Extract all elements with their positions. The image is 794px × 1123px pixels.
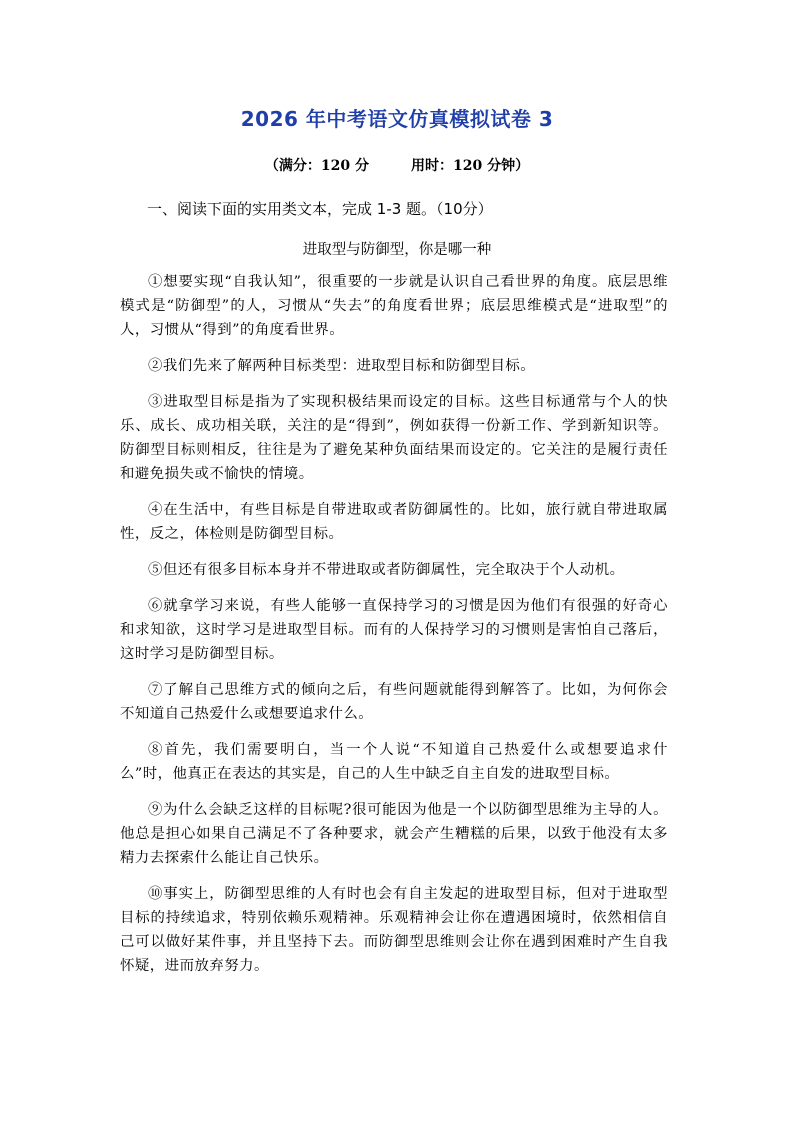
paragraph-10: ⑩事实上，防御型思维的人有时也会有自主发起的进取型目标，但对于进取型目标的持续追求，特别依赖乐观精神。乐观精神会让你在遭遇困境时，依然相信自己可以做好某件事，并且坚持下去。而防御型思维则会让你在遇到困难时产生自我怀疑，进而放弃努力。	[120, 886, 668, 974]
paragraph-1: ①想要实现“自我认知”，很重要的一步就是认识自己看世界的角度。底层思维模式是“防御型”的人，习惯从“失去”的角度看世界；底层思维模式是“进取型”的人，习惯从“得到”的角度看世界。	[120, 274, 668, 338]
paragraph-3: ③进取型目标是指为了实现积极结果而设定的目标。这些目标通常与个人的快乐、成长、成功相关联，关注的是“得到”，例如获得一份新工作、学到新知识等。防御型目标则相反，往往是为了避免某种负面结果而设定的。它关注的是履行责任和避免损失或不愉快的情境。	[120, 394, 668, 482]
paragraph-7: ⑦了解自己思维方式的倾向之后，有些问题就能得到解答了。比如，为何你会不知道自己热爱什么或想要追求什么。	[120, 682, 668, 722]
paragraph-6: ⑥就拿学习来说，有些人能够一直保持学习的习惯是因为他们有很强的好奇心和求知欲，这时学习是进取型目标。而有的人保持学习的习惯则是害怕自己落后，这时学习是防御型目标。	[120, 598, 668, 662]
paragraph-4: ④在生活中，有些目标是自带进取或者防御属性的。比如，旅行就自带进取属性，反之，体检则是防御型目标。	[120, 502, 668, 542]
article-body	[120, 270, 668, 990]
paragraph-2: ②我们先来了解两种目标类型：进取型目标和防御型目标。	[148, 358, 536, 374]
paragraph-8: ⑧首先，我们需要明白，当一个人说“不知道自己热爱什么或想要追求什么”时，他真正在表达的其实是，自己的人生中缺乏自主自发的进取型目标。	[120, 742, 668, 782]
paragraph-5: ⑤但还有很多目标本身并不带进取或者防御属性，完全取决于个人动机。	[148, 562, 625, 578]
section-instruction: 一、阅读下面的实用类文本，完成 1-3 题。（10分）	[147, 200, 493, 218]
article-title: 进取型与防御型，你是哪一种	[302, 242, 492, 258]
full-score-label: （满分：120 分	[264, 158, 369, 174]
exam-title: 2026 年中考语文仿真模拟试卷 3	[240, 107, 554, 131]
paragraph-9: ⑨为什么会缺乏这样的目标呢?很可能因为他是一个以防御型思维为主导的人。他总是担心如果自己满足不了各种要求，就会产生糟糕的后果，以致于他没有太多精力去探索什么能让自己快乐。	[120, 802, 668, 866]
exam-meta	[0, 155, 794, 175]
time-label: 用时：120 分钟）	[411, 158, 530, 174]
